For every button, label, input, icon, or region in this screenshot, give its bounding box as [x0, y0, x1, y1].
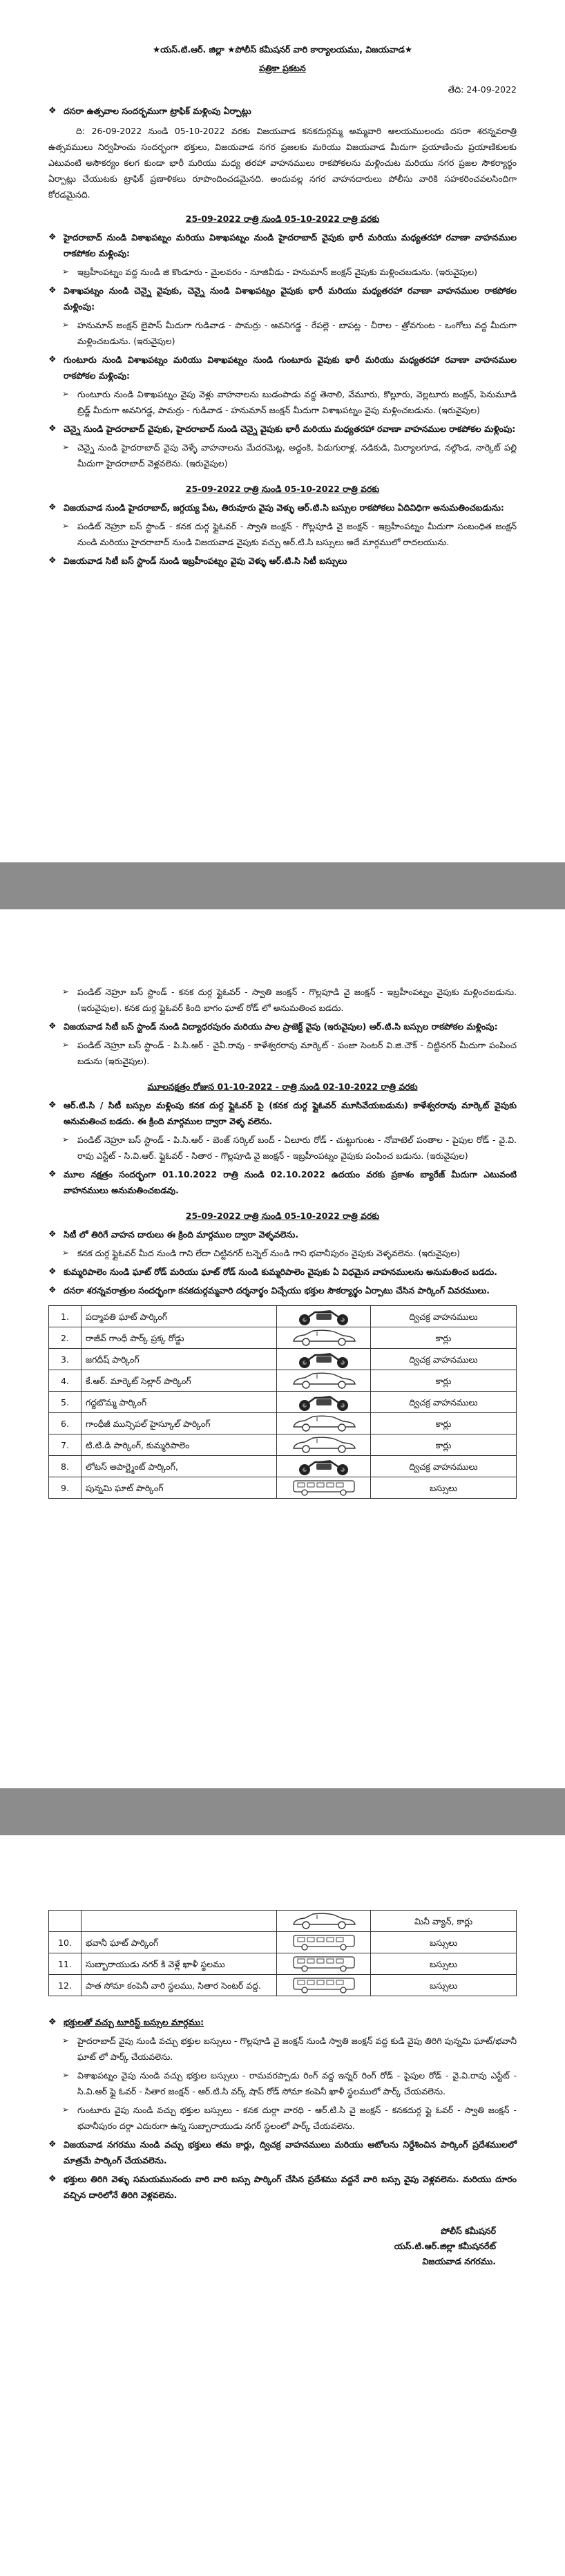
parking-location: గద్దబొమ్మ పార్కింగ్: [82, 1392, 277, 1413]
table-row: [49, 1327, 517, 1349]
page-3: [0, 1835, 565, 2576]
vehicle-type: ద్విచక్ర వాహనములు: [371, 1349, 517, 1370]
diamond-bullet-icon: ❖: [48, 556, 57, 566]
diamond-bullet-icon: ❖: [48, 1285, 57, 1296]
diamond-bullet-icon: ❖: [48, 2174, 57, 2184]
list-item: [48, 1227, 517, 1242]
list-item: [48, 1037, 517, 1069]
list-item: [48, 2171, 517, 2203]
table-row: [49, 1392, 517, 1413]
section3-heading: 25-09-2022 రాత్రి నుండి 05-10-2022 రాత్రి వరకు: [185, 1211, 380, 1221]
page-2: [0, 909, 565, 1788]
list-item-text: గుంటూరు నుండి విశాఖపట్నం వైపు వెళ్లు వాహనాలను బుడంపాడు వద్ద తెనాలి, వేమూరు, కొల్లూరు, వెల్లటూరు జంక్షన్, పెనుమూడి బ్రిడ్జ్ మీదుగా అవనిగడ్డ, పామర్రు - గుడివాడ - హనుమాన్ జంక్షన్ మీదుగా విశాఖపట్నం వైపు మళ్లించబడును. (ఇరువైపుల): [77, 389, 517, 415]
parking-location: జగదీష్ పార్కింగ్: [82, 1349, 277, 1370]
car-icon: [277, 1370, 371, 1392]
table-row: [49, 1434, 517, 1456]
section1-list: [48, 229, 517, 471]
signature-title: పోలీస్ కమీషనర్: [441, 2226, 496, 2236]
parking-number: 11.: [49, 1953, 82, 1975]
arrow-bullet-icon: ➢: [62, 1248, 70, 1258]
parking-location: [82, 1911, 277, 1932]
parking-number: 3.: [49, 1349, 82, 1370]
diamond-bullet-icon: ❖: [48, 1267, 57, 1277]
arrow-bullet-icon: ➢: [62, 1040, 70, 1050]
page-gap: [0, 862, 565, 909]
list-item-text: హనుమాన్ జంక్షన్ బైపాస్ మీదుగా గుడివాడ - పామర్రు - అవనిగడ్డ - రేపల్లె - బాపట్ల - చీరాల - త్రోవగుంట - ఒంగోలు వద్ద మీదుగా మళ్లించబడును. (ఇరువైపుల): [77, 320, 517, 346]
parking-table: [48, 1305, 517, 1499]
list-item: [48, 1245, 517, 1261]
page-gap: [0, 1788, 565, 1835]
signature-city: విజయవాడ నగరము.: [422, 2256, 496, 2266]
bus-icon: [277, 1932, 371, 1953]
table-row: [49, 1349, 517, 1370]
diamond-bullet-icon: ❖: [48, 502, 57, 513]
intro-paragraph: ది: 26-09-2022 నుండి 05-10-2022 వరకు విజయవాడ కనకదుర్గమ్మ అమ్మవారి ఆలయములందు దసరా శరన్నవరాత్రి ఉత్సవములు నిర్వహించు సందర్భంగా భక్తులు, విజయవాడ నగర ప్రజలకు మరియు విజయవాడ మీదుగా ప్రయాణించు ప్రయాణికులకు ఎటువంటి అసౌకర్యం కలగ కుండా భారీ మరియు మధ్య తరహా వాహనములు రాకపోకలను మళ్లించుట మరియు నగర ప్రజల సౌకర్యార్థం ఏర్పాట్లు చేయుటకు ట్రాఫిక్ ప్రణాళికలు రూపొందించడమైనది. అందువల్ల నగర వాహనదారులు పోలీసు వారికి సహకరించవలసిందిగా కోరడమైనది.: [48, 126, 517, 200]
diamond-bullet-icon: ❖: [48, 1021, 57, 1032]
list-item: [48, 386, 517, 418]
list-item-text: కనక దుర్గ ఫ్లైఓవర్ మీద నుండి గాని లేదా చిట్టినగర్ టన్నెల్ నుండి గాని భవానీపురం వైపుకు వెళ్ళవలెను. (ఇరువైపుల): [77, 1248, 460, 1258]
list-item-text: చెన్నై నుండి హైదరాబాద్ వైపుకు, హైదరాబాద్ నుండి చెన్నై వైపుకు భారీ మరియు మధ్యతరహా రవాణా వాహనముల రాకపోకల మళ్లింపు:: [64, 424, 516, 434]
page-1: [0, 0, 565, 862]
table-row: [49, 1306, 517, 1327]
list-item: [48, 2033, 517, 2065]
vehicle-type: బస్సులు: [371, 1953, 517, 1975]
vehicle-type: కార్లు: [371, 1370, 517, 1392]
parking-number: 10.: [49, 1932, 82, 1953]
parking-number: 6.: [49, 1413, 82, 1434]
parking-location: లోటస్ అపార్ట్మెంట్ పార్కింగ్,: [82, 1456, 277, 1477]
list-item-text: కుమ్మరిపాలెం నుండి ఘాట్ రోడ్ మరియు ఘాట్ రోడ్ నుండి కుమ్మరిపాలెం వైపుకు ఏ విధమైన వాహనములను అనుమతించ బడదు.: [64, 1267, 497, 1277]
parking-number: [49, 1911, 82, 1932]
table-row: [49, 1456, 517, 1477]
list-item-text: పండిట్ నెహ్రూ బస్ స్టాండ్ - కనక దుర్గ ఫ్లైఓవర్ - స్వాతి జంక్షన్ - గొల్లపూడి వై జంక్షన్ - ఇబ్రహీంపట్నం వైపుకు మళ్లించబడును. (ఇరువైపుల). కనక దుర్గ ఫ్లైఓవర్ కింది భాగం ఘాట్ రోడ్ లో అనుమతించ బడదు.: [77, 987, 517, 1013]
moola-list: [48, 1097, 517, 1198]
vehicle-type: కార్లు: [371, 1327, 517, 1349]
parking-location: పున్నమి ఘాట్ పార్కింగ్: [82, 1477, 277, 1499]
section2-heading: 25-09-2022 రాత్రి నుండి 05-10-2022 రాత్రి వరకు: [185, 484, 380, 494]
parking-number: 8.: [49, 1456, 82, 1477]
list-item: [48, 2067, 517, 2099]
document-date: తేది: 24-09-2022: [448, 84, 517, 95]
parking-location: రాజీవ్ గాంధీ పార్క్ ప్రక్క రోడ్డు: [82, 1327, 277, 1349]
diamond-bullet-icon: ❖: [48, 2017, 57, 2027]
office-header: ★యస్.టి.ఆర్. జిల్లా ★పోలీస్ కమీషనర్ వారి కార్యాలయము, విజయవాడ★: [152, 44, 413, 55]
list-item-text: విజయవాడ నుండి హైదరాబాద్, జగ్గయ్య పేట, తిరువూరు వైపు వెళ్ళు ఆర్.టి.సి బస్సుల రాకపోకలు ఏదివిధిగా అనుమతించబడును:: [64, 502, 504, 513]
table-row: [49, 1370, 517, 1392]
table-row: [49, 1477, 517, 1499]
table-row: [49, 1413, 517, 1434]
list-item: [48, 229, 517, 261]
diamond-bullet-icon: ❖: [48, 354, 57, 365]
motorcycle-icon: [277, 1392, 371, 1413]
page2-list: [48, 984, 517, 1069]
list-item-text: విజయవాడ నగరము నుండి వచ్చు భక్తులు తమ కార్లు, ద్విచక్ర వాహనములు మరియు ఆటోలను నిర్దేశించిన పార్కింగ్ ప్రదేశములలో మాత్రమే పార్కింగ్ చేయవలెను.: [64, 2139, 517, 2166]
parking-location: పద్మావతి ఘాట్ పార్కింగ్: [82, 1306, 277, 1327]
diamond-bullet-icon: ❖: [48, 2139, 57, 2150]
list-item-text: హైదరాబాద్ వైపు నుండి వచ్చు భక్తుల బస్సులు - గొల్లపూడి వై జంక్షన్ నుండి స్వాతి జంక్షన్ వద్ద కుడి వైపు తిరిగి పున్నమి ఘాట్/భవానీ ఘాట్ లో పార్క్ చేయవలెను.: [77, 2036, 517, 2062]
list-item-text: పండిట్ నెహ్రూ బస్ స్టాండ్ - పి.సి.ఆర్ - వైవీ.రావు - కాళేశ్వరరావు మార్కెట్ - పంజా సెంటర్ వి.జి.చౌక్ - చిట్టినగర్ మీదుగా పంపించ బడును (ఇరువైపుల).: [77, 1040, 517, 1066]
vehicle-type: బస్సులు: [371, 1932, 517, 1953]
arrow-bullet-icon: ➢: [62, 389, 70, 399]
vehicle-type: ద్విచక్ర వాహనములు: [371, 1456, 517, 1477]
list-item: [48, 518, 517, 550]
table-row: [49, 1932, 517, 1953]
parking-number: 4.: [49, 1370, 82, 1392]
vehicle-type: బస్సులు: [371, 1975, 517, 1996]
vehicle-type: మినీ వ్యాన్, కార్లు: [371, 1911, 517, 1932]
bus-icon: [277, 1975, 371, 1996]
parking-number: 9.: [49, 1477, 82, 1499]
list-item: [48, 283, 517, 314]
list-item-text: భక్తులు తిరిగి వెళ్ళు సమయమునందు వారి వారి బస్సు పార్కింగ్ చేసిన ప్రదేశము వద్దనే వారి బస్సు వైపు వెళ్లవలెను. మరియు దూరం వచ్చిన దారిలోనే తిరిగి వెళ్లవలెను.: [64, 2174, 517, 2200]
arrow-bullet-icon: ➢: [62, 267, 70, 276]
list-item: [48, 1132, 517, 1164]
car-icon: [277, 1911, 371, 1932]
parking-location: పాత సోమా కంపెనీ వారి స్థలము, సితార సెంటర్ వద్ద.: [82, 1975, 277, 1996]
table-row: [49, 1975, 517, 1996]
parking-location: భవానీ ఘాట్ పార్కింగ్: [82, 1932, 277, 1953]
list-item-text: గుంటూరు నుండి విశాఖపట్నం మరియు విశాఖపట్నం నుండి గుంటూరు వైపుకు భారీ మరియు మధ్యతరహా రవాణా వాహనముల రాకపోకల మళ్లింపు:: [64, 354, 517, 381]
section1-heading: 25-09-2022 రాత్రి నుండి 05-10-2022 రాత్రి వరకు: [185, 214, 380, 224]
list-item-text: విశాఖపట్నం నుండి చెన్నై వైపుకు, చెన్నై నుండి విశాఖపట్నం వైపుకు భారీ మరియు మధ్యతరహా రవాణా వాహనముల రాకపోకల మళ్లింపు:: [64, 285, 517, 312]
arrow-bullet-icon: ➢: [62, 320, 70, 330]
car-icon: [277, 1434, 371, 1456]
list-item-text: విశాఖపట్నం వైపు నుండి వచ్చు భక్తుల బస్సులు - రామవరప్పాడు రింగ్ వద్ద ఇన్నర్ రింగ్ రోడ్ - పైపుల రోడ్ - వై.వి.రావు ఎస్టేట్ - సి.వి.ఆర్ ఫ్లై ఓవర్ - సితార జంక్షన్ - ఆర్.టి.సి వర్క్ షాప్ రోడ్ సోమా కంపెనీ ఖాళీ స్థలములో పార్క్ చేయవలెను.: [77, 2070, 517, 2096]
press-note-title: పత్రికా ప్రకటన: [259, 63, 306, 73]
list-item: [48, 352, 517, 383]
arrow-bullet-icon: ➢: [62, 1135, 70, 1144]
list-item-text: పండిట్ నెహ్రూ బస్ స్టాండ్ - కనక దుర్గ ఫ్లైఓవర్ - స్వాతి జంక్షన్ - గొల్లపూడి వై జంక్షన్ - ఇబ్రహీంపట్నం మీదుగా సంబంధిత జంక్షన్ నుండి మరియు హైదరాబాద్ నుండి విజయవాడ వైపుకు వచ్చు ఆర్.టి.సి బస్సులు అదే మార్గములో రాదలయును.: [77, 521, 517, 547]
table-row: [49, 1911, 517, 1932]
list-item-text: పండిట్ నెహ్రూ బస్ స్టాండ్ - పి.సి.ఆర్ - బెంజ్ సర్కిల్ బంద్ - ఏలూరు రోడ్ - చుట్టుగుంట - నోవాటెల్ పంతాల - పైపుల రోడ్ - వై.వి. రావు ఎస్టేట్ - సి.వి.ఆర్. ఫ్లైఓవర్ - సితార - గొల్లపూడి వై జంక్షన్ - ఇబ్రహీంపట్నం వైపుకు పంపించ బడును. (ఇరువైపుల): [77, 1135, 517, 1161]
parking-number: 7.: [49, 1434, 82, 1456]
list-item: [48, 500, 517, 515]
parking-number: 5.: [49, 1392, 82, 1413]
moola-heading: మూలనక్షత్రం రోజున 01-10-2022 - రాత్రి నుండి 02-10-2022 రాత్రి వరకు: [147, 1081, 418, 1092]
arrow-bullet-icon: ➢: [62, 2036, 70, 2045]
diamond-bullet-icon: ❖: [48, 1229, 57, 1240]
subject-text: దసరా ఉత్సవాల సందర్భముగా ట్రాఫిక్ మళ్లింపు ఏర్పాట్లు: [64, 106, 251, 116]
routes-list: [48, 2033, 517, 2203]
list-item-text: ఇబ్రహీంపట్నం వద్ద నుండి జి కొండూరు - మైలవరం - నూజివీడు - హనుమాన్ జంక్షన్ వైపుకు మళ్లించబడును. (ఇరువైపుల): [77, 267, 477, 277]
bus-icon: [277, 1477, 371, 1499]
arrow-bullet-icon: ➢: [62, 2105, 70, 2114]
parking-location: టి.టి.డి పార్కింగ్, కుమ్మరిపాలెం: [82, 1434, 277, 1456]
list-item: [48, 984, 517, 1016]
vehicle-type: కార్లు: [371, 1434, 517, 1456]
list-item-text: ఆర్.టి.సి / సిటీ బస్సుల మళ్లింపు కనక దుర్గ ఫ్లైఓవర్ పై (కనక దుర్గ ఫ్లైఓవర్ మూసివేయబడును) కాళేశ్వరరావు మార్కెట్ వైపుకు అనుమతించ బడదు. ఈ క్రింది మార్గముల ద్వారా వెళ్ళ వలెను.: [64, 1100, 517, 1126]
diamond-bullet-icon: ❖: [48, 424, 57, 434]
list-item: [48, 2137, 517, 2168]
diamond-bullet-icon: ❖: [48, 106, 57, 116]
list-item-text: హైదరాబాద్ నుండి విశాఖపట్నం మరియు విశాఖపట్నం నుండి హైదరాబాద్ వైపుకు భారీ మరియు మధ్యతరహా రవాణా వాహనముల రాకపోకల మళ్లింపు:: [64, 232, 517, 258]
list-item: [48, 1282, 517, 1298]
list-item-text: సిటీ లో తిరిగే వాహన దారులు ఈ క్రింది మార్గముల ద్వారా వెళ్ళవలెను.: [64, 1229, 299, 1240]
list-item-text: మూల నక్షత్రం సందర్భంగా 01.10.2022 రాత్రి నుండి 02.10.2022 ఉదయం వరకు ప్రకాశం బ్యారేజ్ మీదుగా ఎటువంటి వాహనములు అనుమతించబడవు.: [64, 1169, 517, 1195]
diamond-bullet-icon: ❖: [48, 1100, 57, 1110]
arrow-bullet-icon: ➢: [62, 987, 70, 996]
list-item: [48, 421, 517, 437]
arrow-bullet-icon: ➢: [62, 2070, 70, 2080]
parking-location: గాంధీజీ మున్సిపల్ హైస్కూల్ పార్కింగ్: [82, 1413, 277, 1434]
vehicle-type: బస్సులు: [371, 1477, 517, 1499]
list-item: [48, 439, 517, 471]
list-item: [48, 1019, 517, 1034]
list-item: [48, 1097, 517, 1129]
diamond-bullet-icon: ❖: [48, 285, 57, 296]
list-item-text: చెన్నై నుండి హైదరాబాద్ వైపు వెళ్ళే వాహనాలను మేదరమెట్ల, అద్దంకి, పిడుగురాళ్ల, నడికుడి, మిర్యాలగూడ, నల్గొండ, నార్కెట్ పల్లి మీదుగా హైదరాబాద్ వెళ్లవలెను. (ఇరువైపుల): [77, 442, 517, 468]
parking-number: 12.: [49, 1975, 82, 1996]
vehicle-type: ద్విచక్ర వాహనములు: [371, 1306, 517, 1327]
diamond-bullet-icon: ❖: [48, 232, 57, 243]
motorcycle-icon: [277, 1349, 371, 1370]
parking-location: కే.ఆర్. మార్కెట్ సెల్లార్ పార్కింగ్: [82, 1370, 277, 1392]
section2-list: [48, 500, 517, 569]
parking-number: 1.: [49, 1306, 82, 1327]
list-item-text: గుంటూరు వైపు నుండి వచ్చు భక్తుల బస్సులు - కనక దుర్గా వారధి - ఆర్.టి.సి వై జంక్షన్ - కనకదుర్గ ఫ్లై ఓవర్ - స్వాతి జంక్షన్ - భవానీపురం దర్గా ఎదురుగా ఉన్న సుబ్బారాయుడు నగర్ స్థలంలో పార్క్ చేయవలెను.: [77, 2105, 517, 2131]
car-icon: [277, 1413, 371, 1434]
list-item: [48, 317, 517, 349]
routes-heading: భక్తులతో వచ్చు టూరిస్ట్ బస్సుల మార్గము:: [64, 2017, 204, 2027]
motorcycle-icon: [277, 1306, 371, 1327]
list-item: [48, 2102, 517, 2134]
signature-block: [48, 2224, 517, 2269]
motorcycle-icon: [277, 1456, 371, 1477]
arrow-bullet-icon: ➢: [62, 521, 70, 531]
list-item-text: విజయవాడ సిటీ బస్ స్టాండ్ నుండి ఇబ్రహీంపట్నం వైపు వెళ్ళు ఆర్.టి.సి సిటీ బస్సులు: [64, 556, 347, 566]
table-row: [49, 1953, 517, 1975]
signature-office: యస్.టి.ఆర్.జిల్లా కమీషనరేట్: [394, 2241, 496, 2251]
arrow-bullet-icon: ➢: [62, 442, 70, 452]
list-item: [48, 553, 517, 569]
list-item-text: విజయవాడ సిటీ బస్ స్టాండ్ నుండి విద్యాధరపురం మరియు పాల ప్రాజెక్ట్ వైపు (ఇరువైపుల) ఆర్.టి.సి బస్సుల రాకపోకల మళ్లింపు:: [64, 1021, 498, 1032]
list-item: [48, 1264, 517, 1280]
vehicle-type: ద్విచక్ర వాహనములు: [371, 1392, 517, 1413]
parking-table-continued: [48, 1910, 517, 1996]
section3-list: [48, 1227, 517, 1298]
routes-heading-row: [48, 2014, 517, 2030]
vehicle-type: కార్లు: [371, 1413, 517, 1434]
bus-icon: [277, 1953, 371, 1975]
diamond-bullet-icon: ❖: [48, 1169, 57, 1180]
list-item: [48, 264, 517, 280]
subject-row: [48, 103, 517, 119]
list-item: [48, 1166, 517, 1198]
car-icon: [277, 1327, 371, 1349]
parking-location: సుబ్బారాయుడు నగర్ కి వెళ్లే ఖాళీ స్థలము: [82, 1953, 277, 1975]
parking-number: 2.: [49, 1327, 82, 1349]
list-item-text: దసరా శరన్నవరాత్రుల సందర్భంగా కనకదుర్గమ్మవారి దర్శనార్థం విచ్చేయు భక్తుల సౌకర్యార్థం ఏర్పాటు చేసిన పార్కింగ్ వివరములు.: [64, 1285, 490, 1296]
